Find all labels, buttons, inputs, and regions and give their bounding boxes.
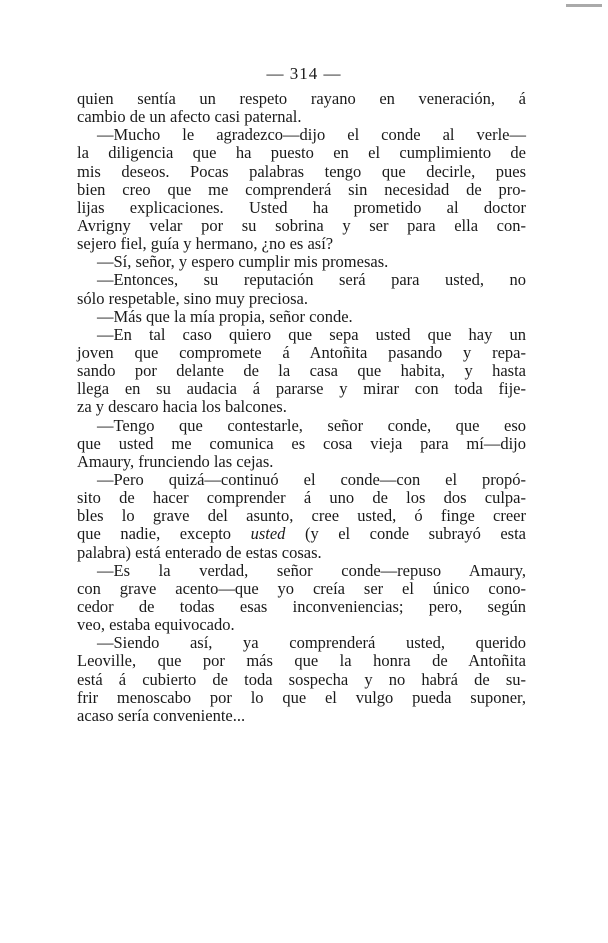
page-body-text	[77, 90, 526, 725]
text-line: está á cubierto de toda sospecha y no habrá de su-	[77, 669, 526, 689]
text-line: —Entonces, su reputación será para usted, no	[97, 270, 526, 290]
text-line: que nadie, excepto usted (y el conde subrayó esta	[77, 524, 526, 544]
text-line: —Sí, señor, y espero cumplir mis promesas.	[97, 252, 389, 272]
text-line: Leoville, que por más que la honra de Antoñita	[77, 651, 526, 671]
text-line: palabra) está enterado de estas cosas.	[77, 542, 322, 562]
text-line: acaso sería conveniente...	[77, 705, 246, 725]
page-number: — 314 —	[266, 64, 342, 83]
text-line: bles lo grave del asunto, cree usted, ó finge creer	[77, 506, 526, 526]
text-line: cedor de todas esas inconveniencias; pero, según	[77, 596, 526, 616]
text-line: Amaury, frunciendo las cejas.	[77, 451, 274, 471]
text-line: lijas explicaciones. Usted ha prometido al doctor	[77, 197, 526, 217]
text-line: —Más que la mía propia, señor conde.	[97, 306, 353, 326]
text-line: frir menoscabo por lo que el vulgo pueda suponer,	[77, 687, 526, 707]
text-line: —Siendo así, ya comprenderá usted, querido	[97, 633, 526, 653]
scan-edge-mark	[566, 4, 602, 7]
text-line: sejero fiel, guía y hermano, ¿no es así?	[77, 234, 334, 254]
text-line: que usted me comunica es cosa vieja para mí—dijo	[77, 433, 526, 453]
text-line: —Es la verdad, señor conde—repuso Amaury,	[97, 560, 526, 580]
text-line: za y descaro hacia los balcones.	[77, 397, 287, 417]
emphasized-word: usted	[250, 524, 286, 544]
text-line: sito de hacer comprender á uno de los dos culpa-	[77, 488, 526, 508]
text-line: —Pero quizá—continuó el conde—con el propó-	[97, 469, 526, 489]
text-line: llega en su audacia á pararse y mirar con toda fije-	[77, 379, 526, 399]
text-line: veo, estaba equivocado.	[77, 615, 235, 635]
text-line: Avrigny velar por su sobrina y ser para ella con-	[77, 215, 526, 235]
text-line: joven que compromete á Antoñita pasando y repa-	[77, 342, 526, 362]
text-line: —En tal caso quiero que sepa usted que hay un	[97, 324, 526, 344]
text-line: —Tengo que contestarle, señor conde, que eso	[97, 415, 526, 435]
text-line: con grave acento—que yo creía ser el único cono-	[77, 578, 526, 598]
text-line: la diligencia que ha puesto en el cumplimiento de	[77, 143, 526, 163]
text-line: —Mucho le agradezco—dijo el conde al verle—	[97, 125, 526, 145]
text-line: sando por delante de la casa que habita, y hasta	[77, 361, 526, 381]
text-line: cambio de un afecto casi paternal.	[77, 107, 302, 127]
text-line: mis deseos. Pocas palabras tengo que decirle, pues	[77, 161, 526, 181]
text-line: quien sentía un respeto rayano en veneración, á	[77, 89, 526, 108]
text-line: bien creo que me comprenderá sin necesidad de pro-	[77, 179, 526, 199]
text-line: sólo respetable, sino muy preciosa.	[77, 288, 308, 308]
